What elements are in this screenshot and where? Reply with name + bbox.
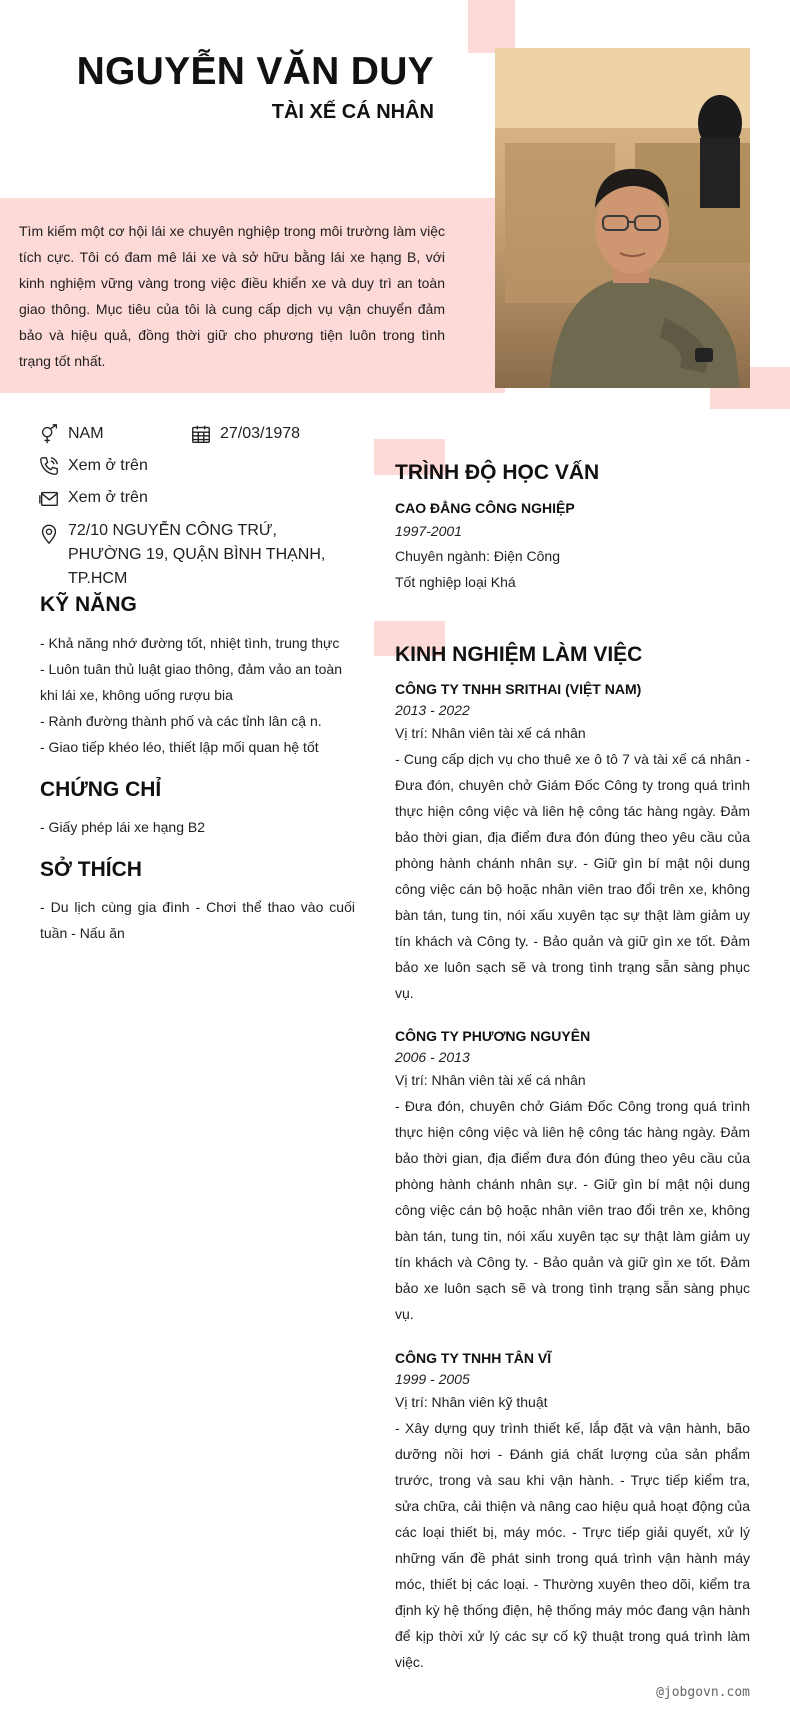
certificates-heading: CHỨNG CHỈ	[40, 778, 162, 801]
gender-value: NAM	[68, 425, 104, 442]
skill-item: - Giao tiếp khéo léo, thiết lập mối quan hệ tốt	[40, 739, 319, 755]
location-pin-icon	[38, 523, 60, 545]
contact-address	[38, 519, 348, 591]
phone-value: Xem ở trên	[68, 457, 148, 474]
job-entry-tan-vi	[395, 1350, 750, 1675]
certificates-list	[40, 814, 345, 840]
hobbies-heading: SỞ THÍCH	[40, 858, 142, 881]
skill-item: - Luôn tuân thủ luật giao thông, đảm vảo an toàn khi lái xe, không uống rượu bia	[40, 661, 343, 703]
contact-email	[38, 487, 148, 509]
candidate-role: TÀI XẾ CÁ NHÂN	[271, 101, 434, 123]
education-heading: TRÌNH ĐỘ HỌC VẤN	[395, 461, 600, 484]
job-entry-phuong-nguyen	[395, 1028, 750, 1327]
contact-birthdate	[190, 423, 300, 445]
skills-heading: KỸ NĂNG	[40, 593, 137, 616]
education-major: Chuyên ngành: Điện Công	[395, 548, 561, 564]
certificate-item: - Giấy phép lái xe hạng B2	[40, 819, 205, 835]
gender-icon	[38, 423, 60, 445]
career-objective: Tìm kiếm một cơ hội lái xe chuyên nghiệp trong môi trường làm việc tích cực. Tôi có đam mê lái xe và sở hữu bằng lái xe hạng B, với kinh nghiệm vững vàng trong việc điều khiển xe và duy trì an toàn giao thông. Mục tiêu của tôi là cung cấp dịch vụ vận chuyển đảm bảo và hiệu quả, đồng thời giữ cho phương tiện luôn trong tình trạng tốt nhất.	[19, 223, 445, 369]
watermark: @jobgovn.com	[656, 1685, 750, 1700]
phone-icon	[38, 455, 60, 477]
decor-block-top	[468, 0, 515, 53]
skills-list	[40, 630, 345, 760]
calendar-icon	[190, 423, 212, 445]
contact-phone	[38, 455, 148, 477]
skill-item: - Khả năng nhớ đường tốt, nhiệt tình, trung thực	[40, 635, 340, 651]
job-company: CÔNG TY TNHH TÂN VĨ	[395, 1350, 552, 1366]
education-school: CAO ĐẲNG CÔNG NGHIỆP	[395, 500, 575, 516]
address-value: 72/10 NGUYỄN CÔNG TRỨ, PHƯỜNG 19, QUẬN BÌNH THẠNH, TP.HCM	[68, 522, 326, 587]
skill-item: - Rành đường thành phố và các tỉnh lân cậ n.	[40, 713, 322, 729]
birthdate-value: 27/03/1978	[220, 425, 301, 442]
job-company: CÔNG TY TNHH SRITHAI (VIỆT NAM)	[395, 681, 642, 697]
hobbies-text: - Du lịch cùng gia đình - Chơi thể thao vào cuối tuần - Nấu ăn	[40, 899, 355, 941]
contact-gender	[38, 423, 104, 445]
profile-photo	[495, 48, 750, 388]
job-description: - Đưa đón, chuyên chở Giám Đốc Công trong quá trình thực hiện công việc và liên hệ công tác hàng ngày. Đảm bảo thời gian, địa điểm đưa đón đúng theo yêu cầu của phòng hành chánh nhân sự. - Giữ gìn bí mật nội dung công việc cán bộ hoặc nhân viên trao đổi trên xe, không bàn tán, tung tin, nói xấu xuyên tạc sự thật làm giảm uy tín khách và Công ty. - Bảo quản và giữ gìn xe tốt. Đảm bảo xe luôn sạch sẽ và trong tình trạng sẵn sàng phục vụ.	[395, 1098, 750, 1322]
email-value: Xem ở trên	[68, 489, 148, 506]
mail-icon	[38, 487, 60, 509]
job-period: 2006 - 2013	[395, 1049, 470, 1065]
education-period: 1997-2001	[395, 523, 462, 539]
candidate-name: NGUYỄN VĂN DUY	[76, 50, 434, 93]
job-position: Vị trí: Nhân viên kỹ thuật	[395, 1394, 548, 1410]
education-grade: Tốt nghiệp loại Khá	[395, 574, 516, 590]
job-description: - Xây dựng quy trình thiết kế, lắp đặt và vận hành, bão dưỡng nồi hơi - Đánh giá chất lượng của sản phẩm trước, trong và sau khi vận hành. - Trực tiếp kiểm tra, sửa chữa, cải thiện và nâng cao hiệu quả hoạt động của các loại thiết bị, máy móc. - Trực tiếp giải quyết, xử lý những vấn đề phát sinh trong quá trình vận hành máy móc, thiết bị các loại. - Thường xuyên theo dõi, kiểm tra định kỳ hệ thống điện, hệ thống máy móc đang vận hành để kịp thời xử lý các sự cố kỹ thuật trong quá trình làm việc.	[395, 1420, 750, 1670]
profile-photo-illustration	[495, 48, 750, 388]
job-company: CÔNG TY PHƯƠNG NGUYÊN	[395, 1028, 591, 1044]
job-position: Vị trí: Nhân viên tài xế cá nhân	[395, 725, 586, 741]
job-position: Vị trí: Nhân viên tài xế cá nhân	[395, 1072, 586, 1088]
job-entry-srithai	[395, 681, 750, 1006]
job-description: - Cung cấp dịch vụ cho thuê xe ô tô 7 và tài xế cá nhân - Đưa đón, chuyên chở Giám Đốc Công ty trong quá trình thực hiện công việc và liên hệ công tác hàng ngày. Đảm bảo thời gian, địa điểm đưa đón đúng theo yêu cầu của phòng hành chánh nhân sự. - Giữ gìn bí mật nội dung công việc cán bộ hoặc nhân viên trao đổi trên xe, không bàn tán, tung tin, nói xấu xuyên tạc sự thật làm giảm uy tín khách và Công ty. - Bảo quản và giữ gìn xe tốt. Đảm bảo xe luôn sạch sẽ và trong tình trạng sẵn sàng phục vụ.	[395, 751, 750, 1001]
experience-heading: KINH NGHIỆM LÀM VIỆC	[395, 643, 643, 666]
job-period: 1999 - 2005	[395, 1371, 470, 1387]
job-period: 2013 - 2022	[395, 702, 470, 718]
